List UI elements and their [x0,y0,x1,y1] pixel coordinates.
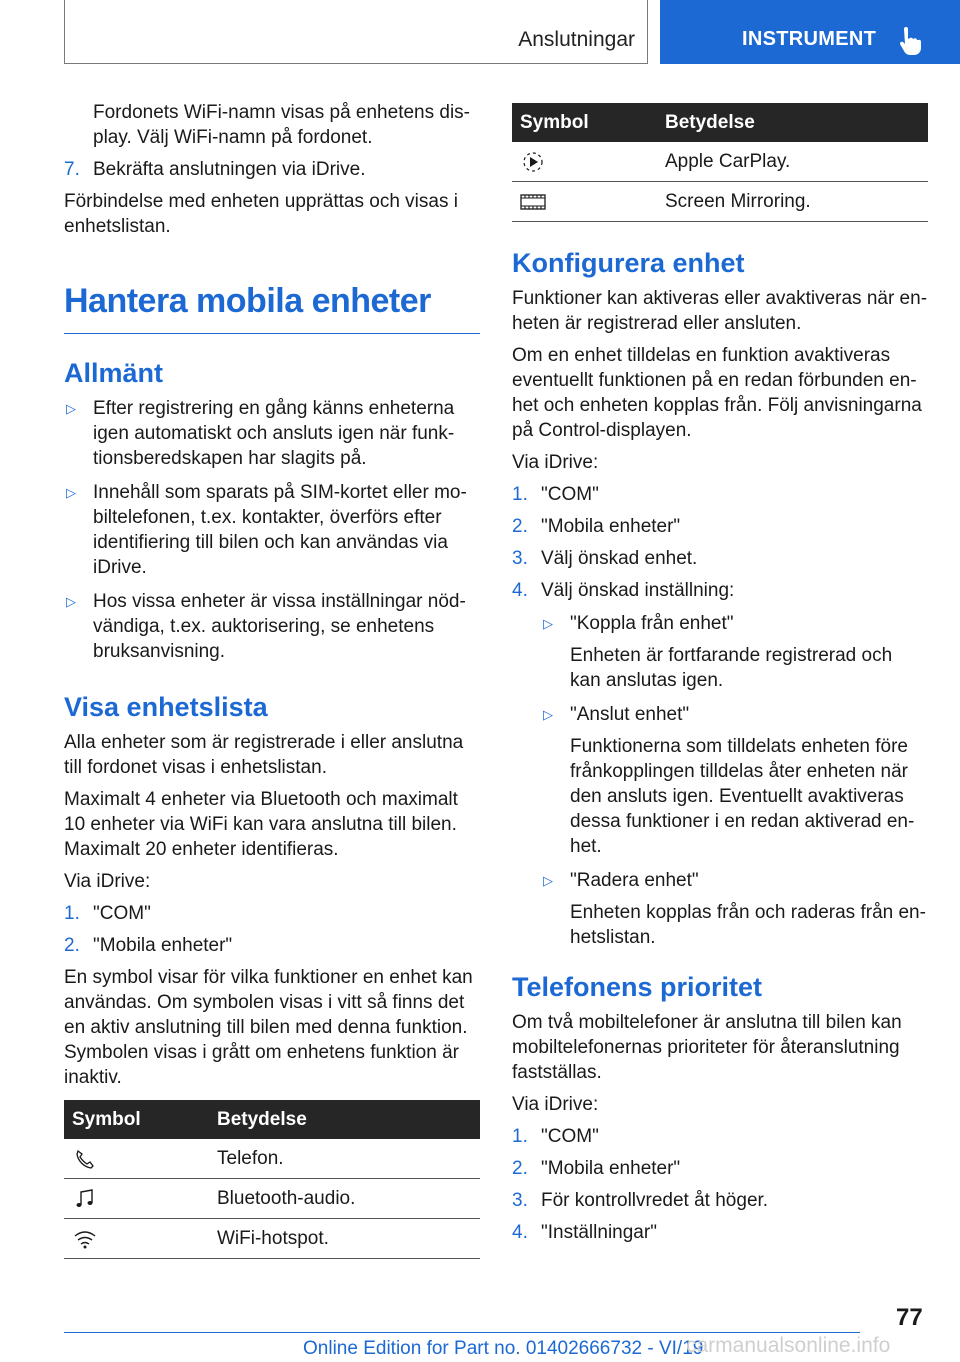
paragraph: Om en enhet tilldelas en funktion avaktiveras eventuellt funktionen på en redan förbunden enhet och enheten kopplas från. Följ anvisningarna på Control-displayen. [512,345,922,441]
list-item [64,157,480,182]
paragraph: Maximalt 4 enheter via Bluetooth och maximalt 10 enheter via WiFi kan vara anslutna till bilen. Maximalt 20 enheter identifieras. [64,789,458,860]
play-circle-icon [520,151,546,173]
list-item [512,1220,928,1245]
table-header-row [64,1100,480,1139]
step-number: 4. [512,580,528,601]
step-text: "Mobila enheter" [541,516,681,537]
list-item [64,901,480,926]
telephone-icon [72,1148,98,1170]
list-item [541,868,928,950]
symbol-table [512,103,928,222]
bullet-text: Innehåll som sparats på SIM-kortet eller mobiltelefonen, t.ex. kontakter, överförs efter identifiering till bilen och kan användas via iDrive. [93,482,467,578]
step-text: "COM" [541,1126,599,1147]
paragraph: En symbol visar för vilka funktioner en enhet kan användas. Om symbolen visas i vitt så finns det en aktiv anslutning till bilen med denna funktion. Symbolen visas i grått om enhetens funktion är inaktiv. [64,967,473,1088]
step-text: För kontrollvredet åt höger. [541,1190,769,1211]
paragraph: Om två mobiltelefoner är anslutna till bilen kan mobiltelefonernas prioriteter för återanslutning fastställas. [512,1012,902,1083]
list-item [512,514,928,539]
list-item [64,589,480,664]
symbol-cell [512,142,657,182]
symbol-cell [64,1139,209,1179]
wifi-icon [72,1228,98,1250]
list-item [64,480,480,580]
column-header-symbol: Symbol [512,103,657,142]
bullet-triangle-icon: ▷ [543,873,553,888]
table-row [512,182,928,222]
step-text: Välj önskad inställning: [541,580,735,601]
list-item [541,611,928,693]
step-text: "COM" [541,484,599,505]
paragraph: Via iDrive: [512,1094,599,1115]
header-section-box [64,0,648,64]
list-item [64,396,480,471]
step-text: Bekräfta anslutningen via iDrive. [93,159,366,180]
step-text: Välj önskad enhet. [541,548,698,569]
music-note-icon [72,1188,98,1210]
step-list [512,1124,928,1245]
step-number: 3. [512,548,528,569]
section-heading-device-list: Visa enhetslista [64,692,268,722]
section-heading-configure: Konfigurera enhet [512,248,745,278]
step-text: "Inställningar" [541,1222,657,1243]
step-number: 3. [512,1190,528,1211]
paragraph: Via iDrive: [64,871,151,892]
table-header-row [512,103,928,142]
step-number: 1. [512,484,528,505]
right-column [512,103,928,1252]
symbol-cell [512,182,657,222]
option-label: "Koppla från enhet" [570,613,734,634]
step-text: "Mobila enheter" [93,935,233,956]
paragraph: Alla enheter som är registrerade i eller anslutna till fordonet visas i enhetslistan. [64,732,464,778]
paragraph: Förbindelse med enheten upprättas och visas i enhetslistan. [64,191,458,237]
step-list [64,901,480,958]
symbol-cell [64,1179,209,1219]
bullet-triangle-icon: ▷ [543,616,553,631]
symbol-cell [64,1219,209,1259]
option-list [541,611,928,950]
page-number: 77 [896,1304,923,1331]
footer-edition: Online Edition for Part no. 01402666732 - VI/19 [303,1338,704,1359]
table-row [64,1179,480,1219]
footer-divider [64,1332,860,1333]
bullet-triangle-icon: ▷ [66,401,76,416]
step-number: 1. [512,1126,528,1147]
bullet-list [64,396,480,664]
table-row [64,1219,480,1259]
column-header-meaning: Betydelse [657,103,928,142]
table-row [64,1139,480,1179]
list-item [512,1156,928,1181]
meaning-cell: WiFi-hotspot. [209,1219,480,1259]
meaning-cell: Screen Mirroring. [657,182,928,222]
symbol-table [64,1100,480,1259]
watermark: carmanualsonline.info [686,1334,891,1357]
bullet-text: Efter registrering en gång känns enheterna igen automatiskt och ansluts igen när funktionsberedskapen har slagits på. [93,398,455,469]
paragraph: Funktioner kan aktiveras eller avaktiveras när enheten är registrerad eller ansluten. [512,288,928,334]
header-chapter-title: INSTRUMENT [742,28,877,50]
option-label: "Anslut enhet" [570,704,690,725]
step-number: 2. [512,516,528,537]
column-header-meaning: Betydelse [209,1100,480,1139]
meaning-cell: Bluetooth-audio. [209,1179,480,1219]
screen-mirroring-icon [520,191,546,213]
step-number: 2. [512,1158,528,1179]
step-list [64,157,480,182]
meaning-cell: Apple CarPlay. [657,142,928,182]
pointing-hand-icon [896,26,922,56]
column-header-symbol: Symbol [64,1100,209,1139]
list-item [512,1124,928,1149]
list-item [512,578,928,950]
header-chapter-box [660,0,960,64]
option-description: Enheten är fortfarande registrerad och kan anslutas igen. [570,645,893,691]
step-number: 1. [64,903,80,924]
chapter-heading: Hantera mobila enheter [64,279,480,334]
step-text: "Mobila enheter" [541,1158,681,1179]
step-number: 7. [64,159,80,180]
paragraph: Via iDrive: [512,452,599,473]
table-row [512,142,928,182]
option-label: "Radera enhet" [570,870,699,891]
meaning-cell: Telefon. [209,1139,480,1179]
step-list [512,482,928,950]
option-description: Funktionerna som tilldelats enheten före frånkopplingen tilldelas åter enheten när den ansluts igen. Eventuellt avaktiveras dessa funktioner i en redan aktiverad enhet. [570,736,915,857]
list-item [64,933,480,958]
bullet-triangle-icon: ▷ [543,707,553,722]
step-text: "COM" [93,903,151,924]
option-description: Enheten kopplas från och raderas från enhetslistan. [570,902,926,948]
header-section-title: Anslutningar [518,28,635,51]
section-heading-phone-priority: Telefonens prioritet [512,972,763,1002]
bullet-triangle-icon: ▷ [66,485,76,500]
list-item [512,482,928,507]
list-item [512,546,928,571]
bullet-triangle-icon: ▷ [66,594,76,609]
bullet-text: Hos vissa enheter är vissa inställningar nödvändiga, t.ex. auktorisering, se enhetens bruksanvisning. [93,591,466,662]
left-column [64,100,480,1259]
step-continuation: Fordonets WiFi-namn visas på enhetens display. Välj WiFi-namn på fordonet. [93,102,470,148]
list-item [541,702,928,859]
step-number: 2. [64,935,80,956]
step-number: 4. [512,1222,528,1243]
section-heading-general: Allmänt [64,358,164,388]
list-item [512,1188,928,1213]
